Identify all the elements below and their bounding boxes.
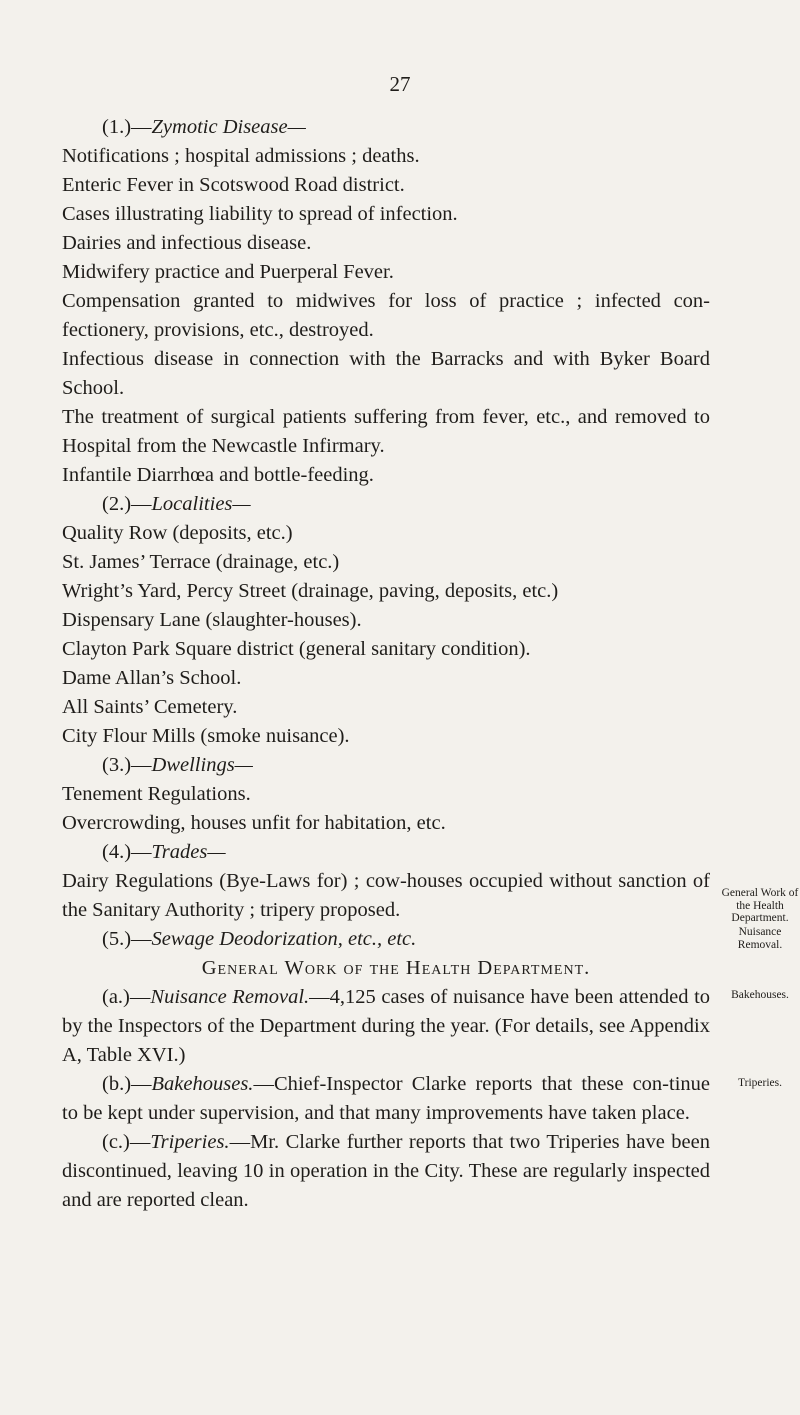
margin-note-nuisance: Nuisance Removal. [737, 926, 783, 951]
list-item: Clayton Park Square district (general sanitary condition). [62, 638, 531, 660]
list-item: Dairies and infectious disease. [62, 232, 312, 254]
list-item: Quality Row (deposits, etc.) [62, 522, 293, 544]
section-heading-text: Trades— [151, 841, 226, 863]
paragraph-label: Bakehouses. [151, 1073, 254, 1095]
section-heading-text: Zymotic Disease— [151, 116, 306, 138]
list-item: Enteric Fever in Scotswood Road district. [62, 174, 405, 196]
section-heading-text: Sewage Deodorization, etc., etc. [151, 928, 417, 950]
paragraph-triperies: (c.)—Triperies.—Mr. Clarke further reports that two Triperies have been discontinued, leaving 10 in operation in the City. These are regularly inspected and are reported clean. [62, 1131, 710, 1211]
section-heading-localities: (2.)—Localities— [102, 493, 251, 515]
list-item: Dame Allan’s School. [62, 667, 242, 689]
section-heading-dwellings: (3.)—Dwellings— [102, 754, 253, 776]
paragraph-label: Triperies. [150, 1131, 230, 1153]
list-item: Dispensary Lane (slaughter-houses). [62, 609, 362, 631]
page-number: 27 [389, 72, 411, 96]
page-body [62, 113, 710, 1215]
section-heading-zymotic: (1.)—Zymotic Disease— [102, 116, 306, 138]
list-item: Overcrowding, houses unfit for habitation, etc. [62, 812, 446, 834]
list-item: Wright’s Yard, Percy Street (drainage, paving, deposits, etc.) [62, 580, 559, 602]
section-heading-text: Localities— [151, 493, 251, 515]
list-item: Compensation granted to midwives for loss of practice ; infected con-fectionery, provisions, etc., destroyed. [62, 290, 710, 341]
section-heading-trades: (4.)—Trades— [102, 841, 226, 863]
margin-note-general-work: General Work of the Health Department. [721, 887, 799, 924]
list-item: Infantile Diarrhœa and bottle-feeding. [62, 464, 374, 486]
margin-note-triperies: Triperies. [738, 1077, 782, 1089]
paragraph-bakehouses: (b.)—Bakehouses.—Chief-Inspector Clarke reports that these con-tinue to be kept under supervision, and that many improvements have taken place. [62, 1073, 710, 1124]
list-item: Infectious disease in connection with the Barracks and with Byker Board School. [62, 348, 710, 399]
list-item: Tenement Regulations. [62, 783, 251, 805]
paragraph-label: Nuisance Removal. [150, 986, 310, 1008]
list-item: Notifications ; hospital admissions ; deaths. [62, 145, 420, 167]
paragraph-nuisance: (a.)—Nuisance Removal.—4,125 cases of nuisance have been attended to by the Inspectors of the Department during the year. (For details, see Appendix A, Table XVI.) [62, 986, 711, 1066]
section-heading-sewage: (5.)—Sewage Deodorization, etc., etc. [102, 928, 417, 950]
list-item: All Saints’ Cemetery. [62, 696, 238, 718]
list-item: St. James’ Terrace (drainage, etc.) [62, 551, 340, 573]
list-item: Midwifery practice and Puerperal Fever. [62, 261, 394, 283]
margin-note-bakehouses: Bakehouses. [731, 989, 789, 1001]
section-heading-text: Dwellings— [151, 754, 253, 776]
list-item: Dairy Regulations (Bye-Laws for) ; cow-houses occupied without sanction of the Sanitary Authority ; tripery proposed. [62, 870, 710, 921]
list-item: Cases illustrating liability to spread of infection. [62, 203, 458, 225]
list-item: City Flour Mills (smoke nuisance). [62, 725, 350, 747]
list-item: The treatment of surgical patients suffering from fever, etc., and removed to Hospital from the Newcastle Infirmary. [62, 406, 710, 457]
general-work-title: General Work of the Health Department. [201, 957, 591, 979]
